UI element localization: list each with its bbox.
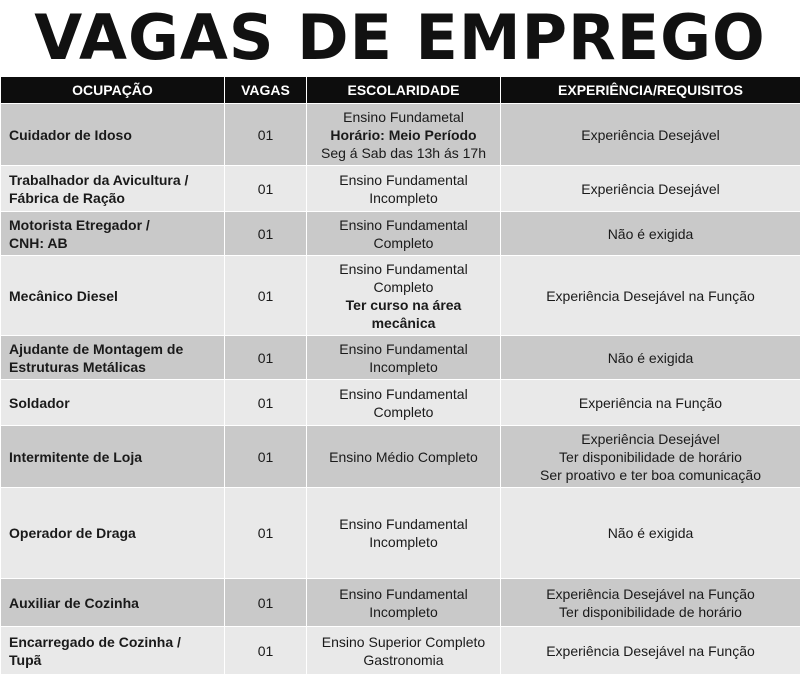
cell-escolaridade (307, 488, 501, 579)
cell-text: Soldador (9, 394, 70, 411)
cell-text: Experiência Desejável na Função (546, 585, 755, 602)
cell-vagas: 01 (225, 627, 307, 675)
cell-escolaridade (307, 104, 501, 166)
table-row (1, 627, 800, 675)
cell-experiencia (501, 104, 800, 166)
cell-text: Não é exigida (607, 225, 694, 242)
cell-vagas: 01 (225, 380, 307, 426)
cell-escolaridade (307, 426, 501, 488)
cell-text: Ensino Superior Completo (321, 633, 486, 650)
cell-ocupacao (1, 166, 225, 212)
cell-text: Experiência na Função (578, 394, 723, 411)
cell-ocupacao (1, 256, 225, 336)
cell-escolaridade (307, 380, 501, 426)
cell-vagas: 01 (225, 579, 307, 627)
cell-ocupacao (1, 380, 225, 426)
cell-text: Fábrica de Ração (9, 189, 125, 206)
cell-text: Intermitente de Loja (9, 448, 143, 465)
cell-ocupacao (1, 104, 225, 166)
job-table (0, 76, 800, 675)
table-row (1, 166, 800, 212)
header-experiencia: EXPERIÊNCIA/REQUISITOS (501, 77, 800, 104)
cell-ocupacao (1, 212, 225, 256)
cell-text: Ensino Fundamental (339, 585, 468, 602)
cell-vagas: 01 (225, 336, 307, 380)
cell-ocupacao (1, 336, 225, 380)
cell-text: Gastronomia (363, 651, 444, 668)
table-row (1, 336, 800, 380)
cell-text: Tupã (9, 651, 42, 668)
cell-text: Ensino Fundamental (339, 340, 468, 357)
cell-experiencia (501, 212, 800, 256)
cell-ocupacao (1, 488, 225, 579)
cell-text: Ensino Médio Completo (329, 448, 478, 465)
cell-escolaridade (307, 579, 501, 627)
cell-text: CNH: AB (9, 234, 68, 251)
cell-text: Ensino Fundamental (339, 385, 468, 402)
cell-escolaridade (307, 256, 501, 336)
cell-text: Completo (373, 278, 434, 295)
cell-experiencia (501, 336, 800, 380)
cell-experiencia (501, 488, 800, 579)
cell-text: Incompleto (369, 603, 438, 620)
cell-text-bold: Horário: Meio Período (330, 126, 477, 143)
cell-text: Ensino Fundamental (339, 171, 468, 188)
cell-text-bold: Ter curso na área (345, 296, 462, 313)
cell-text: Incompleto (369, 534, 438, 550)
cell-text: Incompleto (369, 189, 438, 206)
table-row (1, 256, 800, 336)
table-row (1, 380, 800, 426)
cell-escolaridade (307, 336, 501, 380)
table-row (1, 212, 800, 256)
cell-vagas: 01 (225, 256, 307, 336)
cell-text: Mecânico Diesel (9, 287, 118, 304)
header-vagas: VAGAS (225, 77, 307, 104)
cell-text: Não é exigida (607, 349, 694, 366)
table-row (1, 488, 800, 579)
cell-text: Ser proativo e ter boa comunicação (539, 466, 761, 483)
cell-experiencia (501, 256, 800, 336)
cell-text-bold: mecânica (371, 314, 436, 331)
cell-text: Experiência Desejável (581, 430, 720, 447)
cell-vagas: 01 (225, 488, 307, 579)
cell-text: Estruturas Metálicas (9, 358, 146, 375)
cell-text: Incompleto (369, 358, 438, 375)
cell-escolaridade (307, 166, 501, 212)
page-title: VAGAS DE EMPREGO (34, 1, 766, 74)
header-ocupacao: OCUPAÇÃO (1, 77, 225, 104)
cell-ocupacao (1, 426, 225, 488)
table-row (1, 426, 800, 488)
cell-vagas: 01 (225, 426, 307, 488)
table-row (1, 104, 800, 166)
cell-text: Ensino Fundamental (339, 260, 468, 277)
cell-text: Experiência Desejável na Função (546, 287, 755, 304)
cell-escolaridade (307, 627, 501, 675)
cell-text: Experiência Desejável (581, 180, 720, 197)
cell-ocupacao (1, 579, 225, 627)
table-header-row (1, 77, 800, 104)
cell-text: Operador de Draga (9, 525, 136, 541)
cell-experiencia (501, 166, 800, 212)
cell-text: Completo (373, 403, 434, 420)
cell-text: Encarregado de Cozinha / (9, 633, 181, 650)
cell-text: Trabalhador da Avicultura / (9, 171, 189, 188)
cell-text: Ter disponibilidade de horário (559, 448, 742, 465)
cell-vagas: 01 (225, 212, 307, 256)
cell-text: Experiência Desejável na Função (546, 642, 755, 659)
cell-experiencia (501, 579, 800, 627)
cell-ocupacao (1, 627, 225, 675)
cell-escolaridade (307, 212, 501, 256)
table-row (1, 579, 800, 627)
cell-text: Ensino Fundamental (339, 216, 468, 233)
cell-text: Completo (373, 234, 434, 251)
cell-text: Ajudante de Montagem de (9, 340, 184, 357)
cell-text: Motorista Etregador / (9, 216, 150, 233)
cell-text: Ensino Fundamental (339, 516, 468, 532)
cell-vagas: 01 (225, 104, 307, 166)
cell-experiencia (501, 627, 800, 675)
cell-experiencia (501, 380, 800, 426)
cell-text: Experiência Desejável (581, 126, 720, 143)
cell-text: Cuidador de Idoso (9, 126, 132, 143)
cell-text: Ter disponibilidade de horário (559, 603, 742, 620)
header-escolaridade: ESCOLARIDADE (307, 77, 501, 104)
cell-text: Não é exigida (607, 525, 694, 541)
cell-text: Seg á Sab das 13h ás 17h (320, 144, 487, 161)
cell-experiencia (501, 426, 800, 488)
cell-text: Auxiliar de Cozinha (9, 594, 139, 611)
cell-vagas: 01 (225, 166, 307, 212)
cell-text: Ensino Fundametal (343, 108, 464, 125)
